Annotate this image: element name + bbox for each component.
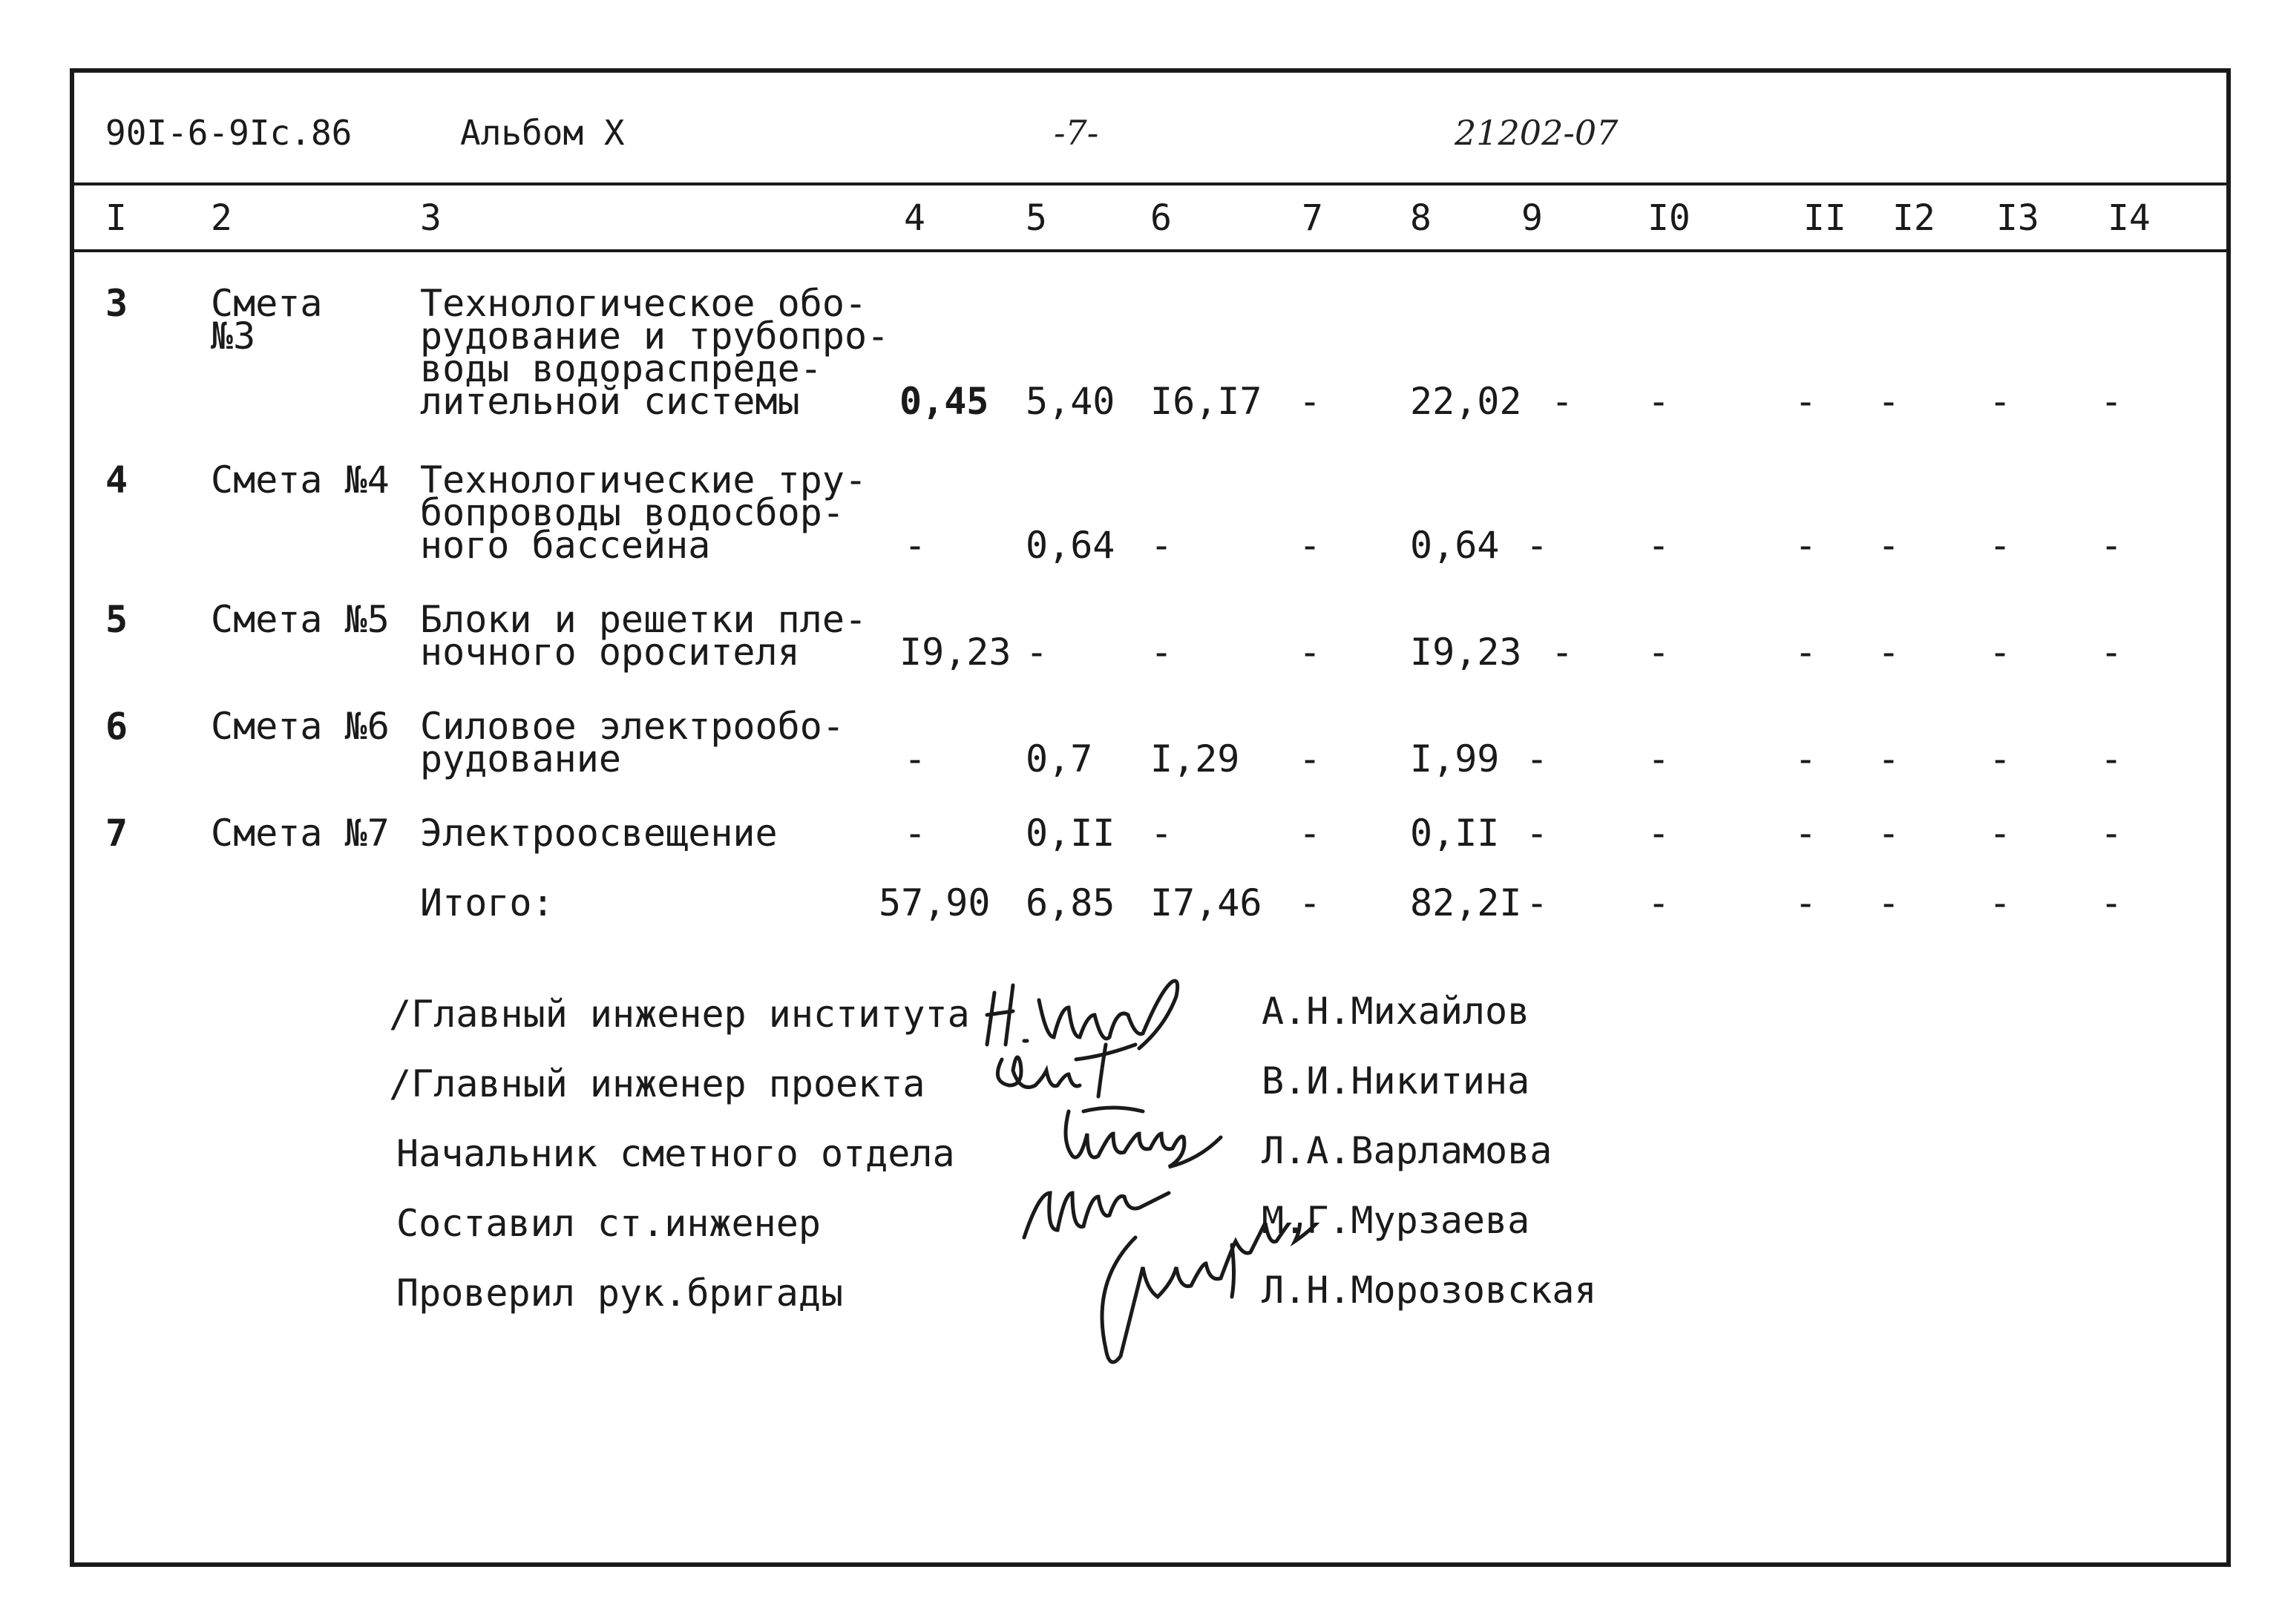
row-name-line: рудование — [420, 737, 621, 780]
cell-c9: - — [1526, 737, 1549, 780]
cell-c6: I,29 — [1150, 737, 1240, 780]
cell-c11: - — [1794, 380, 1817, 423]
row-name-line: рудование и трубопро- — [420, 315, 890, 358]
cell-c4: - — [904, 812, 927, 855]
cell-c13: - — [1989, 631, 2012, 674]
cell-c5: 0,II — [1026, 812, 1115, 855]
cell-c4: 57,90 — [879, 881, 991, 924]
row-document: Смета №4 — [211, 458, 390, 502]
total-label: Итого: — [420, 881, 554, 924]
cell-c12: - — [1878, 631, 1901, 674]
header-rule — [74, 183, 2226, 185]
row-name-line: ного бассейна — [420, 524, 711, 567]
cell-c9: - — [1551, 631, 1574, 674]
cell-c12: - — [1878, 524, 1901, 567]
cell-c8: I9,23 — [1410, 631, 1522, 674]
row-number: 4 — [105, 458, 128, 502]
cell-c5: 0,7 — [1026, 737, 1093, 780]
row-name-line: Силовое электрообо- — [420, 705, 845, 748]
signatory-position: Начальник сметного отдела — [396, 1132, 955, 1175]
cell-c11: - — [1794, 631, 1817, 674]
cell-c6: I6,I7 — [1150, 380, 1262, 423]
cell-c14: - — [2100, 380, 2123, 423]
cell-c13: - — [1989, 524, 2012, 567]
row-name-line: Технологические тру- — [420, 458, 868, 502]
cell-c8: 22,02 — [1410, 380, 1522, 423]
cell-c9: - — [1526, 812, 1549, 855]
cell-c7: - — [1299, 881, 1322, 924]
cell-c11: - — [1794, 812, 1817, 855]
cell-c9: - — [1526, 524, 1549, 567]
column-number: 6 — [1150, 197, 1172, 239]
archive-number: 21202-07 — [1455, 113, 1619, 153]
signatory-position: Составил ст.инженер — [396, 1202, 821, 1245]
signature-morozovskaya — [1083, 1223, 1351, 1393]
cell-c11: - — [1794, 881, 1817, 924]
column-header-rule — [74, 249, 2226, 252]
cell-c8: I,99 — [1410, 737, 1500, 780]
cell-c10: - — [1647, 524, 1670, 567]
cell-c14: - — [2100, 812, 2123, 855]
album-label: Альбом X — [460, 113, 625, 153]
signatory-name: А.Н.Михайлов — [1262, 990, 1530, 1033]
column-number: I2 — [1892, 197, 1935, 239]
column-number: 8 — [1410, 197, 1432, 239]
column-number: 5 — [1026, 197, 1047, 239]
cell-c6: - — [1150, 631, 1173, 674]
column-number: 3 — [420, 197, 442, 239]
row-document: Смета №7 — [211, 812, 390, 855]
column-number: I — [105, 197, 127, 239]
cell-c13: - — [1989, 737, 2012, 780]
document-frame — [70, 68, 2231, 1567]
column-number: I0 — [1647, 197, 1691, 239]
cell-c12: - — [1878, 380, 1901, 423]
cell-c9: - — [1551, 380, 1574, 423]
cell-c4: 0,45 — [899, 380, 989, 423]
column-number: 4 — [904, 197, 925, 239]
cell-c7: - — [1299, 524, 1322, 567]
row-document: Смета — [211, 282, 323, 325]
cell-c7: - — [1299, 737, 1322, 780]
cell-c14: - — [2100, 524, 2123, 567]
cell-c6: - — [1150, 812, 1173, 855]
signatory-name: Л.Н.Морозовская — [1262, 1269, 1597, 1312]
cell-c14: - — [2100, 631, 2123, 674]
column-number: 2 — [211, 197, 232, 239]
column-number: 7 — [1302, 197, 1323, 239]
row-document: Смета №5 — [211, 598, 390, 641]
cell-c11: - — [1794, 524, 1817, 567]
cell-c6: I7,46 — [1150, 881, 1262, 924]
row-number: 6 — [105, 705, 128, 748]
signatory-name: В.И.Никитина — [1262, 1059, 1530, 1102]
signatory-name: Л.А.Варламова — [1262, 1129, 1553, 1172]
cell-c5: 0,64 — [1026, 524, 1115, 567]
cell-c13: - — [1989, 380, 2012, 423]
row-name-line: воды водораспреде- — [420, 347, 822, 390]
cell-c13: - — [1989, 881, 2012, 924]
row-name-line: Электроосвещение — [420, 812, 778, 855]
cell-c8: 82,2I — [1410, 881, 1522, 924]
signatory-position: Проверил рук.бригады — [396, 1272, 844, 1315]
row-name-line: бопроводы водосбор- — [420, 491, 845, 534]
cell-c12: - — [1878, 881, 1901, 924]
column-number: I3 — [1996, 197, 2039, 239]
cell-c13: - — [1989, 812, 2012, 855]
cell-c4: I9,23 — [899, 631, 1012, 674]
page-number: -7- — [1054, 113, 1099, 153]
cell-c10: - — [1647, 631, 1670, 674]
cell-c7: - — [1299, 380, 1322, 423]
cell-c4: - — [904, 737, 927, 780]
cell-c10: - — [1647, 380, 1670, 423]
column-number: I4 — [2108, 197, 2151, 239]
cell-c14: - — [2100, 881, 2123, 924]
cell-c5: - — [1026, 631, 1049, 674]
cell-c7: - — [1299, 812, 1322, 855]
cell-c10: - — [1647, 737, 1670, 780]
cell-c8: 0,II — [1410, 812, 1500, 855]
signature-nikitina — [987, 1037, 1210, 1104]
row-document: Смета №6 — [211, 705, 390, 748]
cell-c10: - — [1647, 881, 1670, 924]
cell-c11: - — [1794, 737, 1817, 780]
column-number: 9 — [1521, 197, 1543, 239]
row-name-line: лительной системы — [420, 380, 800, 423]
doc-code: 90I-6-9Ic.86 — [105, 113, 353, 153]
row-number: 3 — [105, 282, 128, 325]
cell-c8: 0,64 — [1410, 524, 1500, 567]
signatory-position: /Главный инженер проекта — [389, 1062, 925, 1105]
cell-c7: - — [1299, 631, 1322, 674]
row-number: 5 — [105, 598, 128, 641]
cell-c6: - — [1150, 524, 1173, 567]
cell-c4: - — [904, 524, 927, 567]
cell-c12: - — [1878, 812, 1901, 855]
row-number: 7 — [105, 812, 128, 855]
column-number: II — [1803, 197, 1846, 239]
row-document: №3 — [211, 315, 256, 358]
signatory-position: /Главный инженер института — [389, 993, 970, 1036]
cell-c5: 6,85 — [1026, 881, 1115, 924]
cell-c10: - — [1647, 812, 1670, 855]
cell-c12: - — [1878, 737, 1901, 780]
row-name-line: ночного оросителя — [420, 631, 800, 674]
cell-c14: - — [2100, 737, 2123, 780]
row-name-line: Технологическое обо- — [420, 282, 868, 325]
cell-c9: - — [1526, 881, 1549, 924]
signatory-name: М.Г.Мурзаева — [1262, 1199, 1530, 1242]
row-name-line: Блоки и решетки пле- — [420, 598, 868, 641]
cell-c5: 5,40 — [1026, 380, 1115, 423]
